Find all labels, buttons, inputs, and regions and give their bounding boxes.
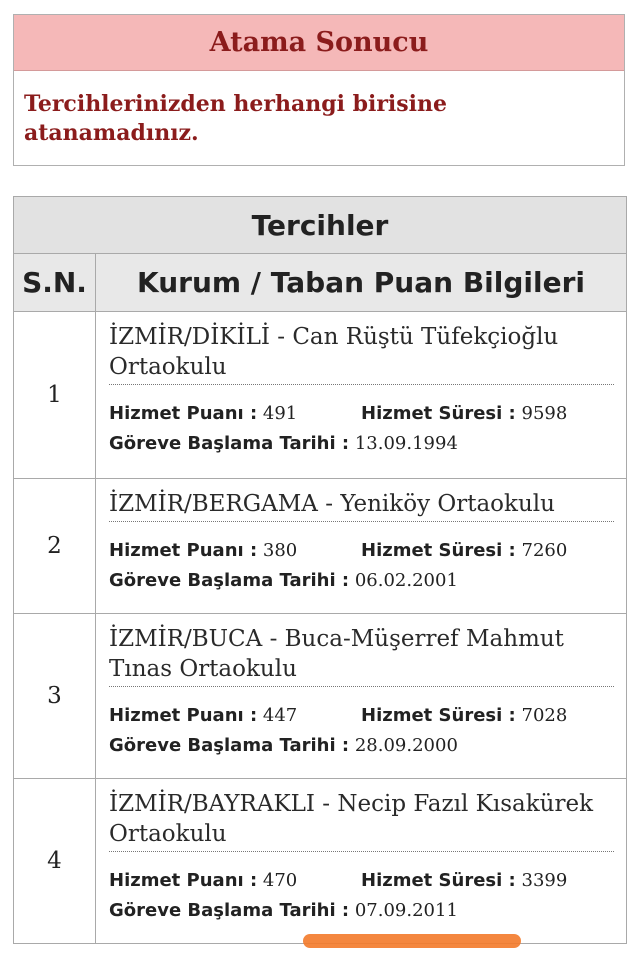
goreve-baslama-label: Göreve Başlama Tarihi : (109, 433, 350, 454)
hizmet-puani-label: Hizmet Puanı : (109, 540, 258, 561)
row-number: 3 (14, 614, 96, 779)
start-date-line (109, 731, 614, 761)
result-panel (13, 14, 625, 166)
row-info (96, 614, 627, 779)
start-date-line (109, 429, 614, 459)
hizmet-puani-value: 491 (262, 403, 298, 424)
column-header-sn: S.N. (14, 254, 96, 312)
row-number: 2 (14, 479, 96, 614)
hizmet-suresi-label: Hizmet Süresi : (361, 705, 516, 726)
row-info (96, 312, 627, 479)
hizmet-suresi-label: Hizmet Süresi : (361, 870, 516, 891)
table-row (14, 312, 627, 479)
redaction-scribble (303, 934, 521, 948)
hizmet-suresi-value: 7260 (521, 540, 568, 561)
hizmet-puani-label: Hizmet Puanı : (109, 705, 258, 726)
goreve-baslama-value: 28.09.2000 (354, 735, 458, 756)
hizmet-puani-label: Hizmet Puanı : (109, 870, 258, 891)
preferences-title: Tercihler (14, 197, 627, 254)
goreve-baslama-value: 13.09.1994 (354, 433, 458, 454)
institution-name: İZMİR/BUCA - Buca-Müşerref Mahmut Tınas Ortaokulu (109, 624, 614, 687)
goreve-baslama-label: Göreve Başlama Tarihi : (109, 735, 350, 756)
goreve-baslama-label: Göreve Başlama Tarihi : (109, 900, 350, 921)
goreve-baslama-value: 07.09.2011 (354, 900, 458, 921)
row-info (96, 479, 627, 614)
preferences-table (13, 196, 627, 944)
table-row (14, 779, 627, 944)
table-row (14, 614, 627, 779)
score-line (109, 701, 614, 731)
goreve-baslama-value: 06.02.2001 (354, 570, 458, 591)
start-date-line (109, 566, 614, 596)
hizmet-suresi-label: Hizmet Süresi : (361, 403, 516, 424)
hizmet-suresi-value: 3399 (521, 870, 568, 891)
row-info (96, 779, 627, 944)
goreve-baslama-label: Göreve Başlama Tarihi : (109, 570, 350, 591)
hizmet-puani-value: 380 (262, 540, 298, 561)
table-row (14, 479, 627, 614)
score-line (109, 399, 614, 429)
hizmet-puani-label: Hizmet Puanı : (109, 403, 258, 424)
hizmet-suresi-value: 7028 (521, 705, 568, 726)
institution-name: İZMİR/BERGAMA - Yeniköy Ortaokulu (109, 489, 614, 522)
hizmet-puani-value: 447 (262, 705, 298, 726)
score-line (109, 866, 614, 896)
institution-name: İZMİR/BAYRAKLI - Necip Fazıl Kısakürek Ortaokulu (109, 789, 614, 852)
column-header-info: Kurum / Taban Puan Bilgileri (96, 254, 627, 312)
hizmet-suresi-value: 9598 (521, 403, 568, 424)
hizmet-suresi-label: Hizmet Süresi : (361, 540, 516, 561)
score-line (109, 536, 614, 566)
row-number: 1 (14, 312, 96, 479)
institution-name: İZMİR/DİKİLİ - Can Rüştü Tüfekçioğlu Ortaokulu (109, 322, 614, 385)
row-number: 4 (14, 779, 96, 944)
start-date-line (109, 896, 614, 926)
result-title: Atama Sonucu (14, 15, 624, 71)
result-message: Tercihlerinizden herhangi birisine atanamadınız. (24, 91, 448, 146)
hizmet-puani-value: 470 (262, 870, 298, 891)
